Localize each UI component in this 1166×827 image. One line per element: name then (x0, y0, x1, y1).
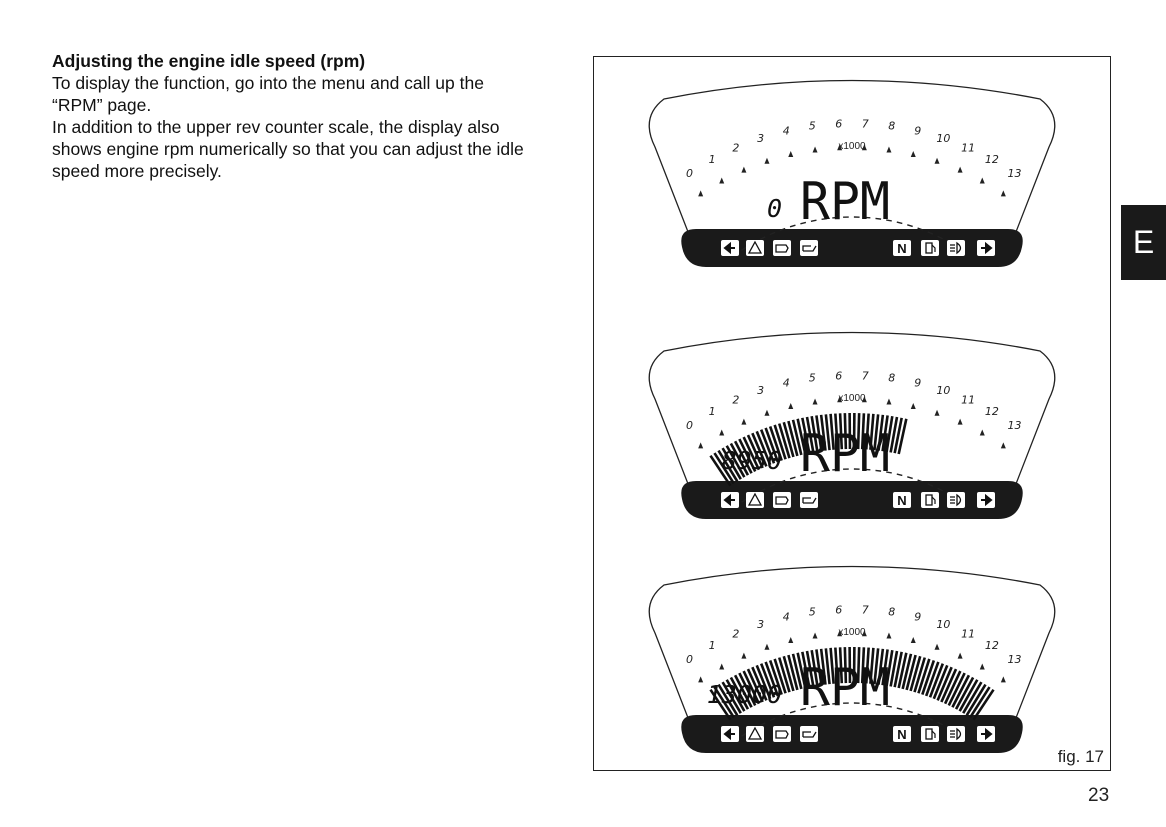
scale-label-10: 10 (936, 383, 951, 397)
scale-label-2: 2 (732, 627, 740, 641)
scale-label-12: 12 (984, 152, 999, 166)
paragraph-line-4: shows engine rpm numerically so that you can adjust the idle (52, 139, 524, 159)
scale-label-4: 4 (782, 376, 790, 390)
scale-label-2: 2 (732, 393, 740, 407)
engine-icon (773, 726, 791, 742)
multiplier-label: x1000 (838, 141, 866, 152)
neutral-indicator-icon (893, 240, 911, 256)
scale-label-9: 9 (914, 124, 922, 138)
paragraph-line-1: To display the function, go into the menu and call up the (52, 73, 484, 93)
scale-label-0: 0 (685, 418, 693, 432)
icon-background (947, 492, 965, 508)
right-arrow-icon (977, 492, 995, 508)
rpm-value: 13000 (706, 680, 782, 709)
right-arrow-icon (977, 726, 995, 742)
warning-triangle-icon (746, 726, 764, 742)
scale-label-12: 12 (984, 638, 999, 652)
oil-can-icon (800, 240, 818, 256)
scale-label-8: 8 (888, 605, 896, 619)
scale-label-8: 8 (888, 371, 896, 385)
right-arrow-icon (977, 240, 995, 256)
engine-icon (773, 240, 791, 256)
headlight-icon (947, 726, 965, 742)
figure-caption: fig. 17 (1057, 747, 1104, 766)
left-arrow-icon (721, 726, 739, 742)
dashboard-illustration (594, 57, 1110, 770)
neutral-letter: N (897, 241, 907, 256)
fuel-icon (921, 240, 939, 256)
scale-label-7: 7 (861, 603, 869, 617)
scale-label-0: 0 (685, 652, 693, 666)
warning-triangle-icon (746, 492, 764, 508)
engine-icon (773, 492, 791, 508)
oil-can-icon (800, 492, 818, 508)
scale-label-3: 3 (757, 617, 765, 631)
multiplier-label: x1000 (838, 627, 866, 638)
dash-display-3 (649, 567, 1055, 754)
scale-label-4: 4 (782, 610, 790, 624)
warning-triangle-icon (746, 240, 764, 256)
section-heading: Adjusting the engine idle speed (rpm) (52, 51, 366, 71)
scale-label-3: 3 (757, 131, 765, 145)
rpm-value: 8950 (721, 446, 782, 475)
rpm-unit-label: RPM (800, 424, 890, 484)
rpm-unit-label: RPM (800, 172, 890, 232)
scale-label-3: 3 (757, 383, 765, 397)
scale-label-1: 1 (708, 404, 716, 418)
scale-label-9: 9 (914, 376, 922, 390)
rpm-value: 0 (766, 194, 782, 223)
scale-label-0: 0 (685, 166, 693, 180)
neutral-indicator-icon (893, 726, 911, 742)
scale-label-1: 1 (708, 638, 716, 652)
scale-label-12: 12 (984, 404, 999, 418)
scale-label-10: 10 (936, 131, 951, 145)
scale-label-7: 7 (861, 369, 869, 383)
page-number: 23 (1088, 785, 1110, 806)
scale-label-7: 7 (861, 117, 869, 131)
multiplier-label: x1000 (838, 393, 866, 404)
paragraph-line-5: speed more precisely. (52, 161, 222, 181)
scale-label-8: 8 (888, 119, 896, 133)
scale-label-11: 11 (961, 627, 976, 641)
scale-label-1: 1 (708, 152, 716, 166)
scale-label-5: 5 (808, 605, 816, 619)
headlight-icon (947, 240, 965, 256)
paragraph-line-2: “RPM” page. (52, 95, 152, 115)
neutral-letter: N (897, 493, 907, 508)
left-arrow-icon (721, 240, 739, 256)
scale-label-13: 13 (1007, 652, 1022, 666)
icon-background (947, 726, 965, 742)
scale-label-5: 5 (808, 371, 816, 385)
scale-label-2: 2 (732, 141, 740, 155)
scale-label-11: 11 (961, 141, 976, 155)
figure-frame (593, 56, 1111, 771)
rpm-unit-label: RPM (800, 658, 890, 718)
scale-label-10: 10 (936, 617, 951, 631)
scale-label-6: 6 (835, 369, 843, 383)
scale-label-4: 4 (782, 124, 790, 138)
scale-label-11: 11 (961, 393, 976, 407)
left-arrow-icon (721, 492, 739, 508)
scale-label-13: 13 (1007, 166, 1022, 180)
oil-can-icon (800, 726, 818, 742)
scale-label-5: 5 (808, 119, 816, 133)
paragraph-line-3: In addition to the upper rev counter scale, the display also (52, 117, 500, 137)
dash-display-2 (649, 333, 1055, 520)
fuel-icon (921, 726, 939, 742)
scale-label-9: 9 (914, 610, 922, 624)
fuel-icon (921, 492, 939, 508)
dash-display-1 (649, 81, 1055, 268)
scale-label-13: 13 (1007, 418, 1022, 432)
neutral-indicator-icon (893, 492, 911, 508)
neutral-letter: N (897, 727, 907, 742)
headlight-icon (947, 492, 965, 508)
scale-label-6: 6 (835, 117, 843, 131)
text-block (52, 50, 582, 182)
section-tab[interactable]: E (1121, 205, 1166, 280)
scale-label-6: 6 (835, 603, 843, 617)
icon-background (947, 240, 965, 256)
